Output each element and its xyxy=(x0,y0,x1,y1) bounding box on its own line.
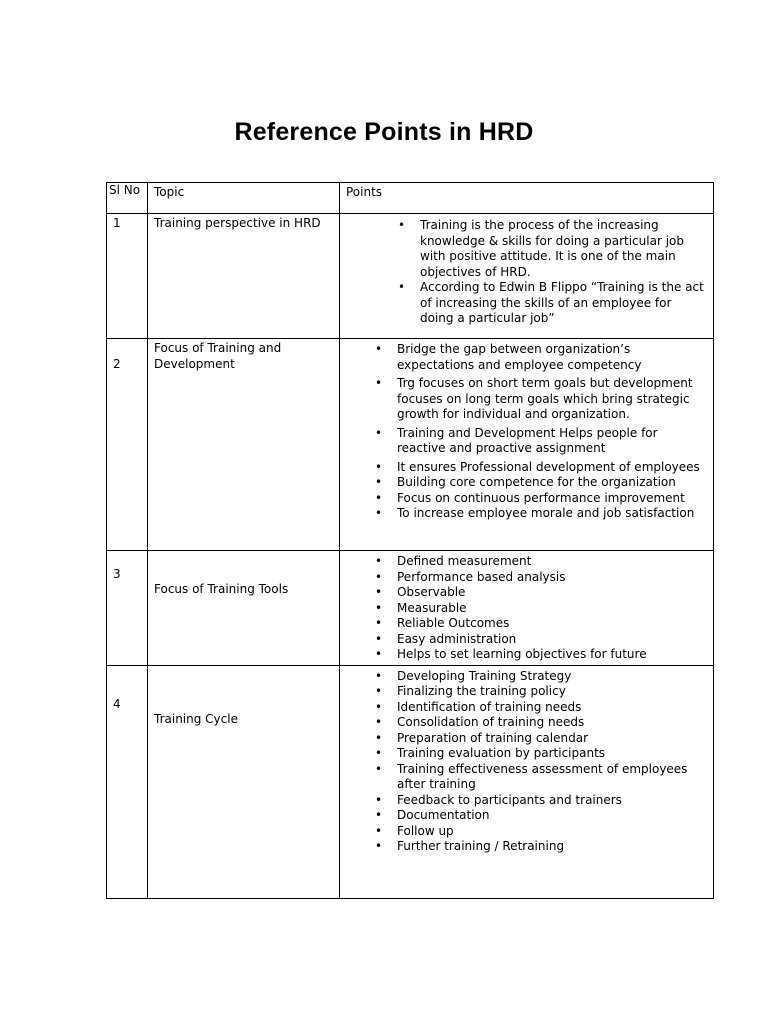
row-points xyxy=(340,551,714,666)
point-item: • Performance based analysis xyxy=(397,570,707,586)
point-item: • Training evaluation by participants xyxy=(397,746,707,762)
point-item: • Focus on continuous performance improvement xyxy=(397,491,707,507)
point-item: • It ensures Professional development of employees xyxy=(397,460,707,476)
point-item: • Further training / Retraining xyxy=(397,839,707,855)
points-list xyxy=(397,669,707,855)
row-sl-number: 2 xyxy=(113,357,121,371)
header-points: Points xyxy=(340,183,714,214)
row-topic: Training perspective in HRD xyxy=(148,214,340,339)
point-item: • Documentation xyxy=(397,808,707,824)
point-item: • Developing Training Strategy xyxy=(397,669,707,685)
point-item: • Trg focuses on short term goals but development focuses on long term goals which bring strategic growth for individual and organization. xyxy=(397,376,707,423)
row-sl-number: 4 xyxy=(113,696,121,711)
row-sl-number: 1 xyxy=(107,214,148,339)
point-item: • Finalizing the training policy xyxy=(397,684,707,700)
table-row xyxy=(107,665,714,898)
table-header-row xyxy=(107,183,714,214)
point-item: • Identification of training needs xyxy=(397,700,707,716)
point-item: • Bridge the gap between organization’s expectations and employee competency xyxy=(397,342,707,373)
point-item: • Training effectiveness assessment of employees after training xyxy=(397,762,707,793)
point-item: • Training and Development Helps people for reactive and proactive assignment xyxy=(397,426,707,457)
point-item: • Defined measurement xyxy=(397,554,707,570)
row-topic: Focus of Training and Development xyxy=(148,339,340,551)
point-item: • Measurable xyxy=(397,601,707,617)
point-item: • Follow up xyxy=(397,824,707,840)
point-item: • Feedback to participants and trainers xyxy=(397,793,707,809)
point-item: • Helps to set learning objectives for future xyxy=(397,647,707,663)
point-item: • Consolidation of training needs xyxy=(397,715,707,731)
point-item: • Building core competence for the organization xyxy=(397,475,707,491)
row-points xyxy=(340,339,714,551)
points-list xyxy=(420,218,707,327)
table-row xyxy=(107,551,714,666)
row-topic: Training Cycle xyxy=(154,711,238,726)
row-points xyxy=(340,665,714,898)
point-item: • According to Edwin B Flippo “Training is the act of increasing the skills of an employee for doing a particular job” xyxy=(420,280,707,327)
row-points xyxy=(340,214,714,339)
points-list xyxy=(397,554,707,663)
row-topic: Focus of Training Tools xyxy=(154,582,289,596)
row-sl-number: 3 xyxy=(113,567,121,581)
points-list xyxy=(397,342,707,522)
reference-table xyxy=(106,182,714,899)
point-item: • Preparation of training calendar xyxy=(397,731,707,747)
table-row xyxy=(107,339,714,551)
table-row xyxy=(107,214,714,339)
point-item: • Easy administration xyxy=(397,632,707,648)
point-item: • To increase employee morale and job satisfaction xyxy=(397,506,707,522)
header-sl-no: Sl No xyxy=(107,183,148,214)
page-title: Reference Points in HRD xyxy=(234,118,534,146)
point-item: • Observable xyxy=(397,585,707,601)
point-item: • Training is the process of the increasing knowledge & skills for doing a particular job with positive attitude. It is one of the main objectives of HRD. xyxy=(420,218,707,280)
point-item: • Reliable Outcomes xyxy=(397,616,707,632)
header-topic: Topic xyxy=(148,183,340,214)
